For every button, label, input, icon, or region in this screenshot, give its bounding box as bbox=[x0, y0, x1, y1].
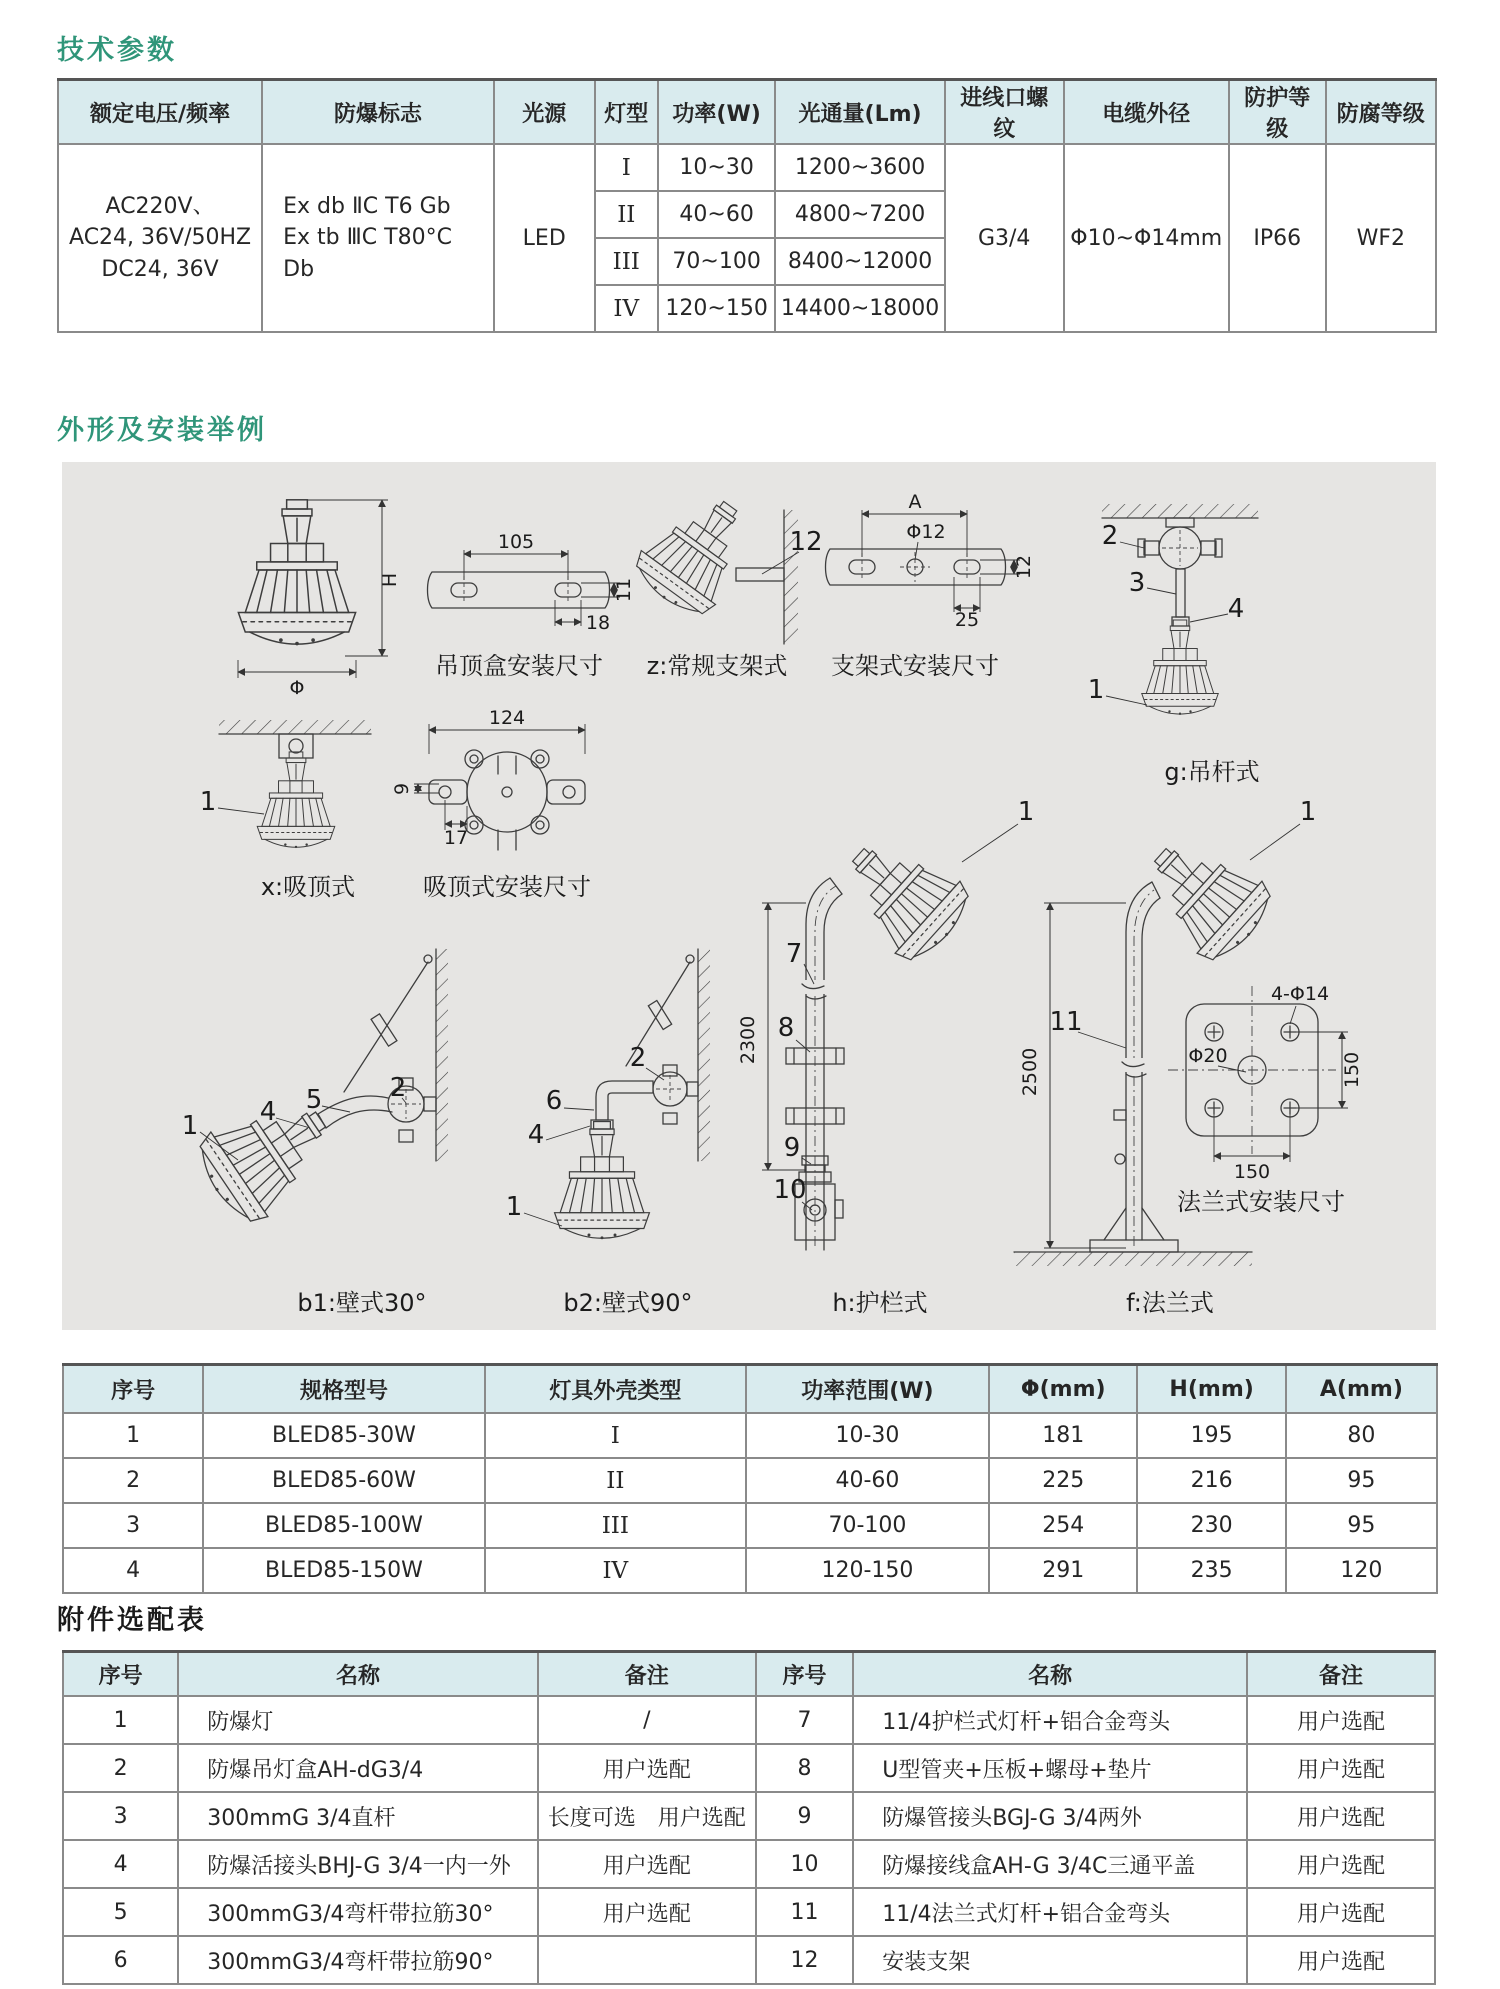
flux-cell: 8400~12000 bbox=[775, 238, 945, 285]
part-label-2: 2 bbox=[389, 1073, 407, 1103]
power-cell: 120~150 bbox=[658, 285, 775, 332]
part-label-1: 1 bbox=[181, 1111, 199, 1141]
name-cell: 11/4护栏式灯杆+铝合金弯头 bbox=[853, 1696, 1247, 1744]
dim-phi12: Φ12 bbox=[906, 521, 946, 543]
caption-pendant-rod: g:吊杆式 bbox=[1164, 758, 1260, 786]
guardrail-drawing bbox=[737, 797, 1034, 1317]
caption-bracket-dims: 支架式安装尺寸 bbox=[831, 652, 999, 680]
voltage-cell bbox=[58, 144, 262, 332]
wall-90-drawing bbox=[506, 949, 710, 1317]
part-label-4: 4 bbox=[527, 1120, 545, 1150]
name-cell: 300mmG3/4弯杆带拉筋30° bbox=[178, 1888, 537, 1936]
installation-diagrams bbox=[62, 462, 1436, 1330]
ceiling-mount-drawing bbox=[200, 720, 371, 901]
part-label-9: 9 bbox=[783, 1133, 801, 1163]
part-label-8: 8 bbox=[777, 1013, 795, 1043]
caption-flange: f:法兰式 bbox=[1126, 1289, 1214, 1317]
col-header-flux: 光通量(Lm) bbox=[775, 80, 945, 145]
index-cell: 4 bbox=[63, 1840, 178, 1888]
index-cell: 11 bbox=[756, 1888, 853, 1936]
note-cell: 用户选配 bbox=[538, 1744, 756, 1792]
part-label-11: 11 bbox=[1049, 1007, 1083, 1037]
dim-2300: 2300 bbox=[737, 1015, 759, 1065]
index-cell: 7 bbox=[756, 1696, 853, 1744]
name-cell: 安装支架 bbox=[853, 1936, 1247, 1984]
shell-type-cell: II bbox=[485, 1458, 746, 1503]
part-label-1: 1 bbox=[1017, 797, 1035, 827]
bracket-dims-drawing bbox=[826, 491, 1036, 680]
table-row bbox=[63, 1458, 1437, 1503]
note-cell: 用户选配 bbox=[1247, 1888, 1435, 1936]
voltage-line: AC24, 36V/50HZ bbox=[69, 225, 252, 251]
dim-phi: Φ bbox=[289, 677, 305, 699]
index-cell: 3 bbox=[63, 1792, 178, 1840]
name-cell: 防爆接线盒AH-G 3/4C三通平盖 bbox=[853, 1840, 1247, 1888]
front-view-drawing bbox=[238, 500, 401, 699]
index-cell: 4 bbox=[63, 1548, 203, 1593]
caption-ceiling-mount-dims: 吸顶式安装尺寸 bbox=[423, 873, 591, 901]
dim-A: A bbox=[908, 491, 922, 513]
note-cell: 用户选配 bbox=[1247, 1936, 1435, 1984]
table-row bbox=[58, 144, 1436, 191]
wall-30-drawing bbox=[182, 949, 448, 1317]
cable-cell: Φ10~Φ14mm bbox=[1064, 144, 1230, 332]
tech-params-table bbox=[57, 78, 1437, 333]
shell-type-cell: IV bbox=[485, 1548, 746, 1593]
voltage-line: AC220V、 bbox=[105, 194, 215, 220]
name-cell: 防爆吊灯盒AH-dG3/4 bbox=[178, 1744, 537, 1792]
lamp-type-cell: III bbox=[595, 238, 658, 285]
a-cell: 95 bbox=[1286, 1503, 1437, 1548]
shell-type-cell: I bbox=[485, 1413, 746, 1458]
lamp-type-cell: II bbox=[595, 191, 658, 238]
dim-25: 25 bbox=[954, 609, 980, 631]
bracket-style-drawing bbox=[626, 479, 822, 680]
spec-table-box bbox=[62, 1363, 1438, 1594]
power-range-cell: 70-100 bbox=[746, 1503, 989, 1548]
shell-type-cell: III bbox=[485, 1503, 746, 1548]
dim-150-bottom: 150 bbox=[1233, 1161, 1271, 1183]
name-cell: 300mmG 3/4直杆 bbox=[178, 1792, 537, 1840]
caption-guardrail: h:护栏式 bbox=[832, 1289, 928, 1317]
note-cell bbox=[538, 1936, 756, 1984]
tech-params-table-box bbox=[57, 78, 1437, 333]
table-header-row bbox=[63, 1365, 1437, 1414]
part-label-4: 4 bbox=[259, 1097, 277, 1127]
col-header-note-left: 备注 bbox=[538, 1652, 756, 1697]
index-cell: 2 bbox=[63, 1458, 203, 1503]
part-label-10: 10 bbox=[773, 1175, 807, 1205]
dim-phi20: Φ20 bbox=[1188, 1045, 1228, 1067]
index-cell: 1 bbox=[63, 1696, 178, 1744]
lamp-type-cell: IV bbox=[595, 285, 658, 332]
index-cell: 8 bbox=[756, 1744, 853, 1792]
col-header-model: 规格型号 bbox=[203, 1365, 485, 1414]
source-cell: LED bbox=[494, 144, 595, 332]
flux-cell: 4800~7200 bbox=[775, 191, 945, 238]
tech-params-title: 技术参数 bbox=[57, 35, 177, 66]
a-cell: 80 bbox=[1286, 1413, 1437, 1458]
flange-drawing bbox=[1014, 797, 1316, 1317]
dim-17: 17 bbox=[443, 827, 469, 849]
power-range-cell: 120-150 bbox=[746, 1548, 989, 1593]
model-cell: BLED85-30W bbox=[203, 1413, 485, 1458]
thread-cell: G3/4 bbox=[945, 144, 1064, 332]
caption-ceiling-mount: x:吸顶式 bbox=[260, 873, 356, 901]
table-row bbox=[63, 1792, 1435, 1840]
part-label-1: 1 bbox=[505, 1192, 523, 1222]
table-row bbox=[63, 1936, 1435, 1984]
power-cell: 40~60 bbox=[658, 191, 775, 238]
dim-4-phi14: 4-Φ14 bbox=[1270, 983, 1330, 1005]
accessory-table bbox=[62, 1650, 1436, 1985]
col-header-power: 功率(W) bbox=[658, 80, 775, 145]
dim-105: 105 bbox=[497, 531, 535, 553]
table-row bbox=[63, 1413, 1437, 1458]
note-cell: / bbox=[538, 1696, 756, 1744]
ceiling-box-dims-drawing bbox=[428, 531, 636, 680]
ex-mark-line: Ex db ⅡC T6 Gb bbox=[283, 194, 451, 220]
phi-cell: 254 bbox=[989, 1503, 1137, 1548]
caption-ceiling-box: 吊顶盒安装尺寸 bbox=[435, 652, 603, 680]
caption-flange-dims: 法兰式安装尺寸 bbox=[1177, 1188, 1345, 1216]
index-cell: 10 bbox=[756, 1840, 853, 1888]
ex-mark-line: Ex tb ⅢC T80°C Db bbox=[283, 225, 452, 282]
index-cell: 2 bbox=[63, 1744, 178, 1792]
col-header-power-range: 功率范围(W) bbox=[746, 1365, 989, 1414]
a-cell: 95 bbox=[1286, 1458, 1437, 1503]
note-cell: 用户选配 bbox=[538, 1888, 756, 1936]
lamp-type-cell: I bbox=[595, 144, 658, 191]
h-cell: 195 bbox=[1137, 1413, 1285, 1458]
table-row bbox=[63, 1840, 1435, 1888]
h-cell: 230 bbox=[1137, 1503, 1285, 1548]
power-cell: 70~100 bbox=[658, 238, 775, 285]
note-cell: 用户选配 bbox=[1247, 1840, 1435, 1888]
dim-9: 9 bbox=[391, 782, 413, 796]
index-cell: 9 bbox=[756, 1792, 853, 1840]
dim-124: 124 bbox=[488, 707, 526, 729]
dim-11: 11 bbox=[613, 577, 635, 603]
col-header-shell-type: 灯具外壳类型 bbox=[485, 1365, 746, 1414]
model-cell: BLED85-60W bbox=[203, 1458, 485, 1503]
part-label-2: 2 bbox=[1101, 521, 1119, 551]
outline-title: 外形及安装举例 bbox=[57, 415, 267, 446]
power-range-cell: 10-30 bbox=[746, 1413, 989, 1458]
dim-18: 18 bbox=[585, 612, 611, 634]
a-cell: 120 bbox=[1286, 1548, 1437, 1593]
col-header-anticorrosion: 防腐等级 bbox=[1326, 80, 1436, 145]
col-header-phi: Φ(mm) bbox=[989, 1365, 1137, 1414]
part-label-2: 2 bbox=[629, 1043, 647, 1073]
col-header-index-right: 序号 bbox=[756, 1652, 853, 1697]
col-header-name-left: 名称 bbox=[178, 1652, 537, 1697]
h-cell: 216 bbox=[1137, 1458, 1285, 1503]
phi-cell: 291 bbox=[989, 1548, 1137, 1593]
note-cell: 用户选配 bbox=[1247, 1792, 1435, 1840]
col-header-note-right: 备注 bbox=[1247, 1652, 1435, 1697]
ip-cell: IP66 bbox=[1229, 144, 1326, 332]
table-row bbox=[63, 1503, 1437, 1548]
flange-dims-drawing bbox=[1168, 983, 1363, 1216]
note-cell: 长度可选 用户选配 bbox=[538, 1792, 756, 1840]
dim-150-right: 150 bbox=[1341, 1051, 1363, 1089]
index-cell: 1 bbox=[63, 1413, 203, 1458]
part-label-3: 3 bbox=[1128, 568, 1146, 598]
installation-diagrams-svg bbox=[62, 462, 1436, 1330]
name-cell: 防爆活接头BHJ-G 3/4一内一外 bbox=[178, 1840, 537, 1888]
name-cell: 防爆管接头BGJ-G 3/4两外 bbox=[853, 1792, 1247, 1840]
dim-2500: 2500 bbox=[1019, 1047, 1041, 1097]
phi-cell: 225 bbox=[989, 1458, 1137, 1503]
index-cell: 12 bbox=[756, 1936, 853, 1984]
caption-wall-90: b2:壁式90° bbox=[563, 1289, 693, 1317]
name-cell: U型管夹+压板+螺母+垫片 bbox=[853, 1744, 1247, 1792]
pendant-rod-drawing bbox=[1088, 504, 1260, 786]
index-cell: 5 bbox=[63, 1888, 178, 1936]
table-row bbox=[63, 1744, 1435, 1792]
flux-cell: 1200~3600 bbox=[775, 144, 945, 191]
part-label-1: 1 bbox=[1087, 675, 1105, 705]
power-range-cell: 40-60 bbox=[746, 1458, 989, 1503]
part-label-1: 1 bbox=[199, 787, 217, 817]
accessory-table-box bbox=[62, 1650, 1436, 1985]
name-cell: 300mmG3/4弯杆带拉筋90° bbox=[178, 1936, 537, 1984]
table-header-row bbox=[63, 1652, 1435, 1697]
part-label-6: 6 bbox=[545, 1086, 563, 1116]
table-row bbox=[63, 1548, 1437, 1593]
index-cell: 6 bbox=[63, 1936, 178, 1984]
col-header-cable: 电缆外径 bbox=[1064, 80, 1230, 145]
part-label-1: 1 bbox=[1299, 797, 1317, 827]
dim-H: H bbox=[379, 572, 401, 588]
flux-cell: 14400~18000 bbox=[775, 285, 945, 332]
caption-bracket-style: z:常规支架式 bbox=[646, 652, 788, 680]
index-cell: 3 bbox=[63, 1503, 203, 1548]
table-header-row bbox=[58, 80, 1436, 145]
phi-cell: 181 bbox=[989, 1413, 1137, 1458]
col-header-voltage: 额定电压/频率 bbox=[58, 80, 262, 145]
col-header-h: H(mm) bbox=[1137, 1365, 1285, 1414]
note-cell: 用户选配 bbox=[1247, 1696, 1435, 1744]
voltage-line: DC24, 36V bbox=[101, 256, 219, 282]
col-header-a: A(mm) bbox=[1286, 1365, 1437, 1414]
model-cell: BLED85-150W bbox=[203, 1548, 485, 1593]
note-cell: 用户选配 bbox=[1247, 1744, 1435, 1792]
table-row bbox=[63, 1888, 1435, 1936]
name-cell: 防爆灯 bbox=[178, 1696, 537, 1744]
col-header-index-left: 序号 bbox=[63, 1652, 178, 1697]
anticorrosion-cell: WF2 bbox=[1326, 144, 1436, 332]
table-row bbox=[63, 1696, 1435, 1744]
power-cell: 10~30 bbox=[658, 144, 775, 191]
name-cell: 11/4法兰式灯杆+铝合金弯头 bbox=[853, 1888, 1247, 1936]
col-header-ex-mark: 防爆标志 bbox=[262, 80, 494, 145]
part-label-5: 5 bbox=[305, 1085, 323, 1115]
spec-table bbox=[62, 1363, 1438, 1594]
col-header-source: 光源 bbox=[494, 80, 595, 145]
part-label-4: 4 bbox=[1227, 594, 1245, 624]
col-header-thread: 进线口螺纹 bbox=[945, 80, 1064, 145]
caption-wall-30: b1:壁式30° bbox=[297, 1289, 427, 1317]
col-header-name-right: 名称 bbox=[853, 1652, 1247, 1697]
col-header-lamp-type: 灯型 bbox=[595, 80, 658, 145]
model-cell: BLED85-100W bbox=[203, 1503, 485, 1548]
dim-12: 12 bbox=[1013, 554, 1035, 580]
col-header-index: 序号 bbox=[63, 1365, 203, 1414]
h-cell: 235 bbox=[1137, 1548, 1285, 1593]
col-header-ip: 防护等级 bbox=[1229, 80, 1326, 145]
ex-mark-cell bbox=[262, 144, 494, 332]
ceiling-mount-dims-drawing bbox=[391, 707, 591, 901]
part-label-12: 12 bbox=[789, 527, 823, 557]
note-cell: 用户选配 bbox=[538, 1840, 756, 1888]
part-label-7: 7 bbox=[785, 939, 803, 969]
accessory-title: 附件选配表 bbox=[57, 1605, 207, 1636]
